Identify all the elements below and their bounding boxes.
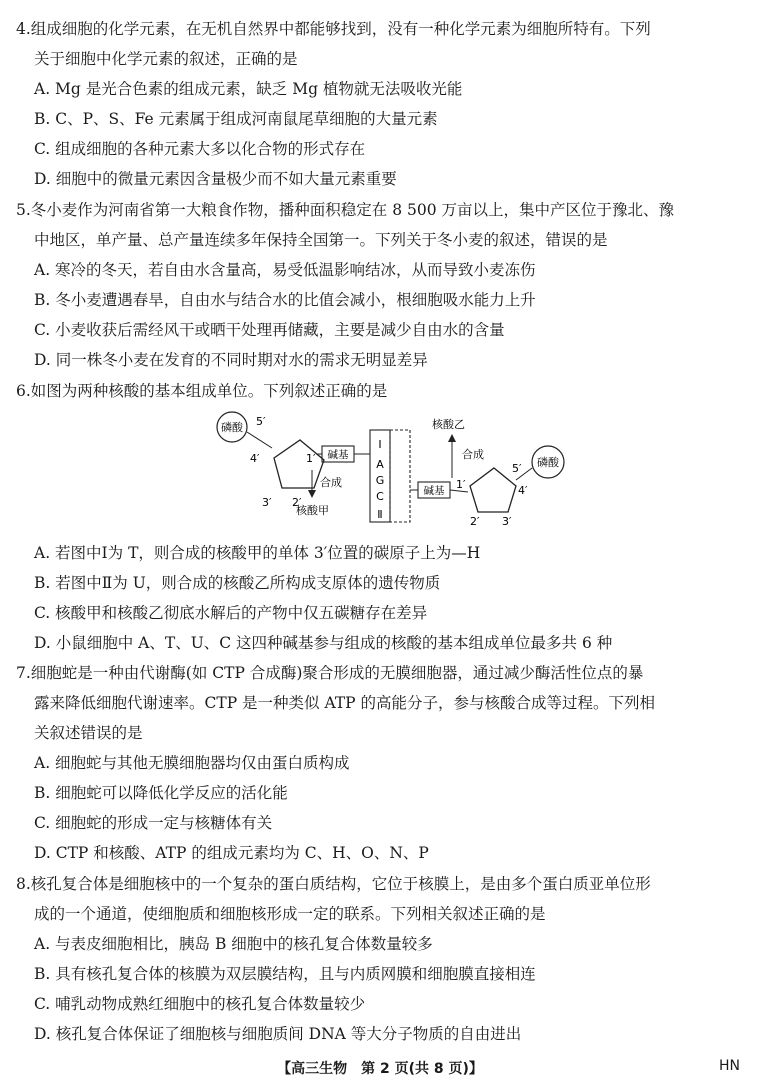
question-5-stem-line-2: 中地区，单产量、总产量连续多年保持全国第一。下列关于冬小麦的叙述，错误的是 bbox=[34, 231, 608, 249]
question-4-option-c: C. 组成细胞的各种元素大多以化合物的形式存在 bbox=[34, 140, 366, 158]
question-7-stem-line-2: 露来降低细胞代谢速率。CTP 是一种类似 ATP 的高能分子，参与核酸合成等过程。下列相 bbox=[34, 694, 656, 712]
carbon-4-label-right: 4′ bbox=[518, 484, 528, 497]
nucleic-acid-b-label: 核酸乙 bbox=[432, 418, 465, 431]
base-label-left: 碱基 bbox=[327, 449, 349, 461]
carbon-1-label-right: 1′ bbox=[456, 478, 466, 491]
question-8-option-d: D. 核孔复合体保证了细胞核与细胞质间 DNA 等大分子物质的自由进出 bbox=[34, 1025, 522, 1043]
carbon-2-label-right: 2′ bbox=[470, 515, 480, 528]
question-6 bbox=[16, 376, 744, 406]
phosphate-bond-left bbox=[247, 432, 272, 448]
question-5-stem-line-1: 5.冬小麦作为河南省第一大粮食作物，播种面积稳定在 8 500 万亩以上，集中产区位于豫北、豫 bbox=[16, 201, 675, 219]
question-5-option-b: B. 冬小麦遭遇春旱，自由水与结合水的比值会减小，根细胞吸水能力上升 bbox=[34, 291, 536, 309]
strand-roman-1: Ⅰ bbox=[378, 438, 382, 451]
phosphate-label-left: 磷酸 bbox=[221, 421, 243, 434]
base-label-right: 碱基 bbox=[423, 485, 445, 497]
question-6-option-d: D. 小鼠细胞中 A、T、U、C 这四种碱基参与组成的核酸的基本组成单位最多共 6 种 bbox=[34, 634, 613, 652]
synth-arrow-down-head bbox=[308, 490, 316, 498]
question-7-option-d: D. CTP 和核酸、ATP 的组成元素均为 C、H、O、N、P bbox=[34, 844, 429, 862]
question-7-stem-line-1: 7.细胞蛇是一种由代谢酶(如 CTP 合成酶)聚合形成的无膜细胞器，通过减少酶活性位点的暴 bbox=[16, 664, 644, 682]
pentose-ring-left bbox=[274, 440, 324, 488]
question-7-stem-line-3: 关叙述错误的是 bbox=[34, 724, 143, 742]
strand-box-2 bbox=[390, 430, 410, 522]
question-8 bbox=[16, 869, 744, 1049]
phosphate-label-right: 磷酸 bbox=[537, 456, 559, 469]
question-8-stem-line-1: 8.核孔复合体是细胞核中的一个复杂的蛋白质结构，它位于核膜上，是由多个蛋白质亚单位形 bbox=[16, 875, 651, 893]
carbon-5-label-right: 5′ bbox=[512, 462, 522, 475]
footer-page-info: 【高三生物 第 2 页(共 8 页)】 bbox=[277, 1061, 483, 1077]
carbon-3-label-right: 3′ bbox=[502, 515, 512, 528]
question-6-options bbox=[16, 538, 744, 658]
nucleotide-diagram bbox=[212, 410, 592, 528]
question-5 bbox=[16, 195, 744, 375]
question-4-stem-line-2: 关于细胞中化学元素的叙述，正确的是 bbox=[34, 50, 298, 68]
question-5-option-c: C. 小麦收获后需经风干或晒干处理再储藏，主要是减少自由水的含量 bbox=[34, 321, 505, 339]
synth-label-left: 合成 bbox=[320, 476, 342, 489]
question-4-option-d: D. 细胞中的微量元素因含量极少而不如大量元素重要 bbox=[34, 170, 397, 188]
carbon-4-label-left: 4′ bbox=[250, 452, 260, 465]
carbon-1-label-left: 1′ bbox=[306, 452, 316, 465]
question-4-option-b: B. C、P、S、Fe 元素属于组成河南鼠尾草细胞的大量元素 bbox=[34, 110, 438, 128]
question-7-option-b: B. 细胞蛇可以降低化学反应的活化能 bbox=[34, 784, 288, 802]
strand-base-c: C bbox=[376, 490, 384, 503]
nucleic-acid-a-label: 核酸甲 bbox=[296, 504, 329, 517]
strand-base-a: A bbox=[376, 458, 384, 471]
question-6-option-c: C. 核酸甲和核酸乙彻底水解后的产物中仅五碳糖存在差异 bbox=[34, 604, 428, 622]
strand-roman-2: Ⅱ bbox=[377, 508, 383, 521]
question-8-option-b: B. 具有核孔复合体的核膜为双层膜结构，且与内质网膜和细胞膜直接相连 bbox=[34, 965, 536, 983]
carbon-3-label-left: 3′ bbox=[262, 496, 272, 509]
pentose-ring-right bbox=[470, 468, 516, 512]
question-5-option-d: D. 同一株冬小麦在发育的不同时期对水的需求无明显差异 bbox=[34, 351, 428, 369]
question-7-option-c: C. 细胞蛇的形成一定与核糖体有关 bbox=[34, 814, 273, 832]
question-7-option-a: A. 细胞蛇与其他无膜细胞器均仅由蛋白质构成 bbox=[34, 754, 350, 772]
question-4 bbox=[16, 14, 744, 194]
question-8-stem-line-2: 成的一个通道，使细胞质和细胞核形成一定的联系。下列相关叙述正确的是 bbox=[34, 905, 546, 923]
question-6-option-b: B. 若图中Ⅱ为 U，则合成的核酸乙所构成支原体的遗传物质 bbox=[34, 574, 441, 592]
question-7 bbox=[16, 658, 744, 868]
synth-label-right: 合成 bbox=[462, 448, 484, 461]
strand-base-g: G bbox=[375, 474, 385, 487]
question-6-stem-line-1: 6.如图为两种核酸的基本组成单位。下列叙述正确的是 bbox=[16, 382, 388, 400]
carbon-5-label-left: 5′ bbox=[256, 415, 266, 428]
question-4-option-a: A. Mg 是光合色素的组成元素，缺乏 Mg 植物就无法吸收光能 bbox=[34, 80, 463, 98]
question-8-option-c: C. 哺乳动物成熟红细胞中的核孔复合体数量较少 bbox=[34, 995, 366, 1013]
question-4-stem-line-1: 4.组成细胞的化学元素，在无机自然界中都能够找到，没有一种化学元素为细胞所特有。下列 bbox=[16, 20, 651, 38]
footer-region-code: HN bbox=[719, 1058, 740, 1074]
question-6-option-a: A. 若图中Ⅰ为 T，则合成的核酸甲的单体 3′位置的碳原子上为—H bbox=[34, 544, 481, 562]
carbon-2-label-left: 2′ bbox=[292, 496, 302, 509]
question-5-option-a: A. 寒冷的冬天，若自由水含量高，易受低温影响结冰，从而导致小麦冻伤 bbox=[34, 261, 536, 279]
page-footer bbox=[0, 1058, 760, 1080]
question-8-option-a: A. 与表皮细胞相比，胰岛 B 细胞中的核孔复合体数量较多 bbox=[34, 935, 433, 953]
synth-arrow-up-head bbox=[448, 434, 456, 442]
